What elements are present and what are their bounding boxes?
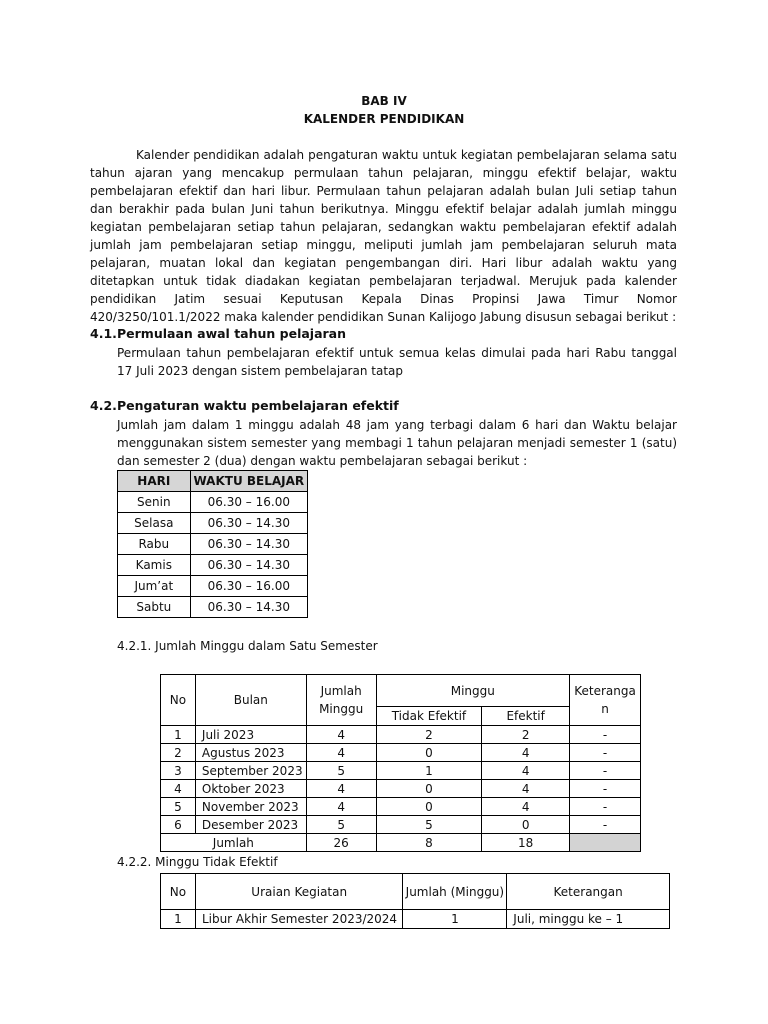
schedule-day: Senin — [118, 492, 191, 513]
weeks-month: Desember 2023 — [195, 816, 306, 834]
schedule-time: 06.30 – 14.30 — [190, 513, 307, 534]
weeks-no: 2 — [161, 744, 196, 762]
section-4-2-number: 4.2. — [90, 398, 117, 413]
weeks-no: 6 — [161, 816, 196, 834]
weeks-total: 5 — [306, 816, 376, 834]
weeks-table — [160, 674, 641, 852]
weeks-effective: 4 — [482, 798, 570, 816]
subsection-4-2-2-title: 4.2.2. Minggu Tidak Efektif — [117, 855, 278, 869]
weeks-no: 5 — [161, 798, 196, 816]
non-effective-header-no: No — [161, 874, 196, 910]
table-row — [118, 576, 308, 597]
table-row — [118, 597, 308, 618]
weeks-no: 4 — [161, 780, 196, 798]
section-4-1-number: 4.1. — [90, 326, 117, 341]
weeks-header-notes-line-2: n — [601, 702, 609, 716]
weeks-not-effective: 2 — [376, 726, 482, 744]
schedule-time: 06.30 – 14.30 — [190, 534, 307, 555]
weeks-header-week: Minggu — [376, 675, 569, 707]
non-effective-no: 1 — [161, 910, 196, 929]
weeks-total-not-effective: 8 — [376, 834, 482, 852]
weeks-effective: 0 — [482, 816, 570, 834]
schedule-header-row — [118, 471, 308, 492]
weeks-total: 4 — [306, 726, 376, 744]
section-4-2-title: Pengaturan waktu pembelajaran efektif — [117, 398, 399, 413]
weeks-header-no: No — [161, 675, 196, 726]
weeks-header-notes-line-1: Keteranga — [574, 684, 636, 698]
weeks-header-effective: Efektif — [482, 707, 570, 726]
weeks-effective: 2 — [482, 726, 570, 744]
table-row — [161, 726, 641, 744]
table-row — [118, 492, 308, 513]
table-row — [161, 744, 641, 762]
schedule-day: Selasa — [118, 513, 191, 534]
schedule-header-day: HARI — [118, 471, 191, 492]
weeks-notes: - — [570, 816, 641, 834]
non-effective-notes: Juli, minggu ke – 1 — [507, 910, 670, 929]
weeks-total-weeks: 26 — [306, 834, 376, 852]
table-row — [161, 762, 641, 780]
weeks-header-row — [161, 675, 641, 707]
table-row — [118, 555, 308, 576]
table-row — [161, 798, 641, 816]
weeks-notes: - — [570, 744, 641, 762]
weeks-total: 5 — [306, 762, 376, 780]
weeks-no: 1 — [161, 726, 196, 744]
weeks-month: November 2023 — [195, 798, 306, 816]
table-row — [161, 816, 641, 834]
schedule-time: 06.30 – 14.30 — [190, 555, 307, 576]
non-effective-header-activity: Uraian Kegiatan — [195, 874, 403, 910]
table-row — [161, 910, 670, 929]
chapter-title: KALENDER PENDIDIKAN — [303, 112, 465, 126]
weeks-not-effective: 5 — [376, 816, 482, 834]
section-4-1-text: Permulaan tahun pembelajaran efektif untuk semua kelas dimulai pada hari Rabu tanggal 17 Juli 2023 dengan sistem pembelajaran tatap — [117, 346, 677, 378]
section-4-2-text: Jumlah jam dalam 1 minggu adalah 48 jam yang terbagi dalam 6 hari dan Waktu belajar menggunakan sistem semester yang membagi 1 tahun pelajaran menjadi semester 1 (satu) dan semester 2 (dua) dengan waktu pembelajaran sebagai berikut : — [117, 418, 677, 468]
schedule-header-time: WAKTU BELAJAR — [190, 471, 307, 492]
weeks-effective: 4 — [482, 762, 570, 780]
non-effective-weeks-table — [160, 873, 670, 929]
weeks-header-month: Bulan — [195, 675, 306, 726]
weeks-header-not-effective: Tidak Efektif — [376, 707, 482, 726]
weeks-total-notes-blank — [570, 834, 641, 852]
non-effective-count: 1 — [403, 910, 507, 929]
section-4-2-heading — [90, 398, 399, 413]
schedule-time: 06.30 – 16.00 — [190, 576, 307, 597]
schedule-time: 06.30 – 14.30 — [190, 597, 307, 618]
weeks-month: Agustus 2023 — [195, 744, 306, 762]
weeks-month: September 2023 — [195, 762, 306, 780]
schedule-day: Sabtu — [118, 597, 191, 618]
weeks-effective: 4 — [482, 780, 570, 798]
schedule-day: Kamis — [118, 555, 191, 576]
schedule-table — [117, 470, 308, 618]
weeks-notes: - — [570, 780, 641, 798]
weeks-not-effective: 0 — [376, 798, 482, 816]
weeks-total-effective: 18 — [482, 834, 570, 852]
schedule-day: Rabu — [118, 534, 191, 555]
non-effective-header-row — [161, 874, 670, 910]
weeks-month: Juli 2023 — [195, 726, 306, 744]
weeks-not-effective: 0 — [376, 744, 482, 762]
weeks-total: 4 — [306, 744, 376, 762]
weeks-total-row — [161, 834, 641, 852]
chapter-number: BAB IV — [361, 94, 407, 108]
weeks-notes: - — [570, 798, 641, 816]
weeks-not-effective: 0 — [376, 780, 482, 798]
non-effective-activity: Libur Akhir Semester 2023/2024 — [195, 910, 403, 929]
weeks-no: 3 — [161, 762, 196, 780]
weeks-notes: - — [570, 726, 641, 744]
weeks-not-effective: 1 — [376, 762, 482, 780]
table-row — [161, 780, 641, 798]
weeks-total: 4 — [306, 780, 376, 798]
non-effective-header-notes: Keterangan — [507, 874, 670, 910]
section-4-1-title: Permulaan awal tahun pelajaran — [117, 326, 347, 341]
schedule-day: Jum’at — [118, 576, 191, 597]
weeks-notes: - — [570, 762, 641, 780]
weeks-total-label: Jumlah — [161, 834, 307, 852]
weeks-effective: 4 — [482, 744, 570, 762]
non-effective-header-count: Jumlah (Minggu) — [403, 874, 507, 910]
subsection-4-2-1-title: 4.2.1. Jumlah Minggu dalam Satu Semester — [117, 639, 378, 653]
table-row — [118, 513, 308, 534]
weeks-month: Oktober 2023 — [195, 780, 306, 798]
weeks-header-total-weeks: Jumlah Minggu — [306, 675, 376, 726]
table-row — [118, 534, 308, 555]
intro-paragraph: Kalender pendidikan adalah pengaturan waktu untuk kegiatan pembelajaran selama satu tahun ajaran yang mencakup permulaan tahun pelajaran, minggu efektif belajar, waktu pembelajaran efektif dan hari libur. Permulaan tahun pelajaran adalah bulan Juli setiap tahun dan berakhir pada bulan Juni tahun berikutnya. Minggu efektif belajar adalah jumlah minggu kegiatan pembelajaran setiap tahun pelajaran, sedangkan waktu pembelajaran efektif adalah jumlah jam pembelajaran setiap minggu, meliputi jumlah jam pembelajaran seluruh mata pelajaran, muatan lokal dan kegiatan pengembangan diri. Hari libur adalah waktu yang ditetapkan untuk tidak diadakan kegiatan pembelajaran terjadwal. Merujuk pada kalender pendidikan Jatim sesuai Keputusan Kepala Dinas Propinsi Jawa Timur Nomor 420/3250/101.1/2022 maka kalender pendidikan Sunan Kalijogo Jabung disusun sebagai berikut : — [90, 148, 677, 324]
weeks-total: 4 — [306, 798, 376, 816]
schedule-time: 06.30 – 16.00 — [190, 492, 307, 513]
section-4-1-heading — [90, 326, 346, 341]
weeks-header-notes — [570, 675, 641, 726]
